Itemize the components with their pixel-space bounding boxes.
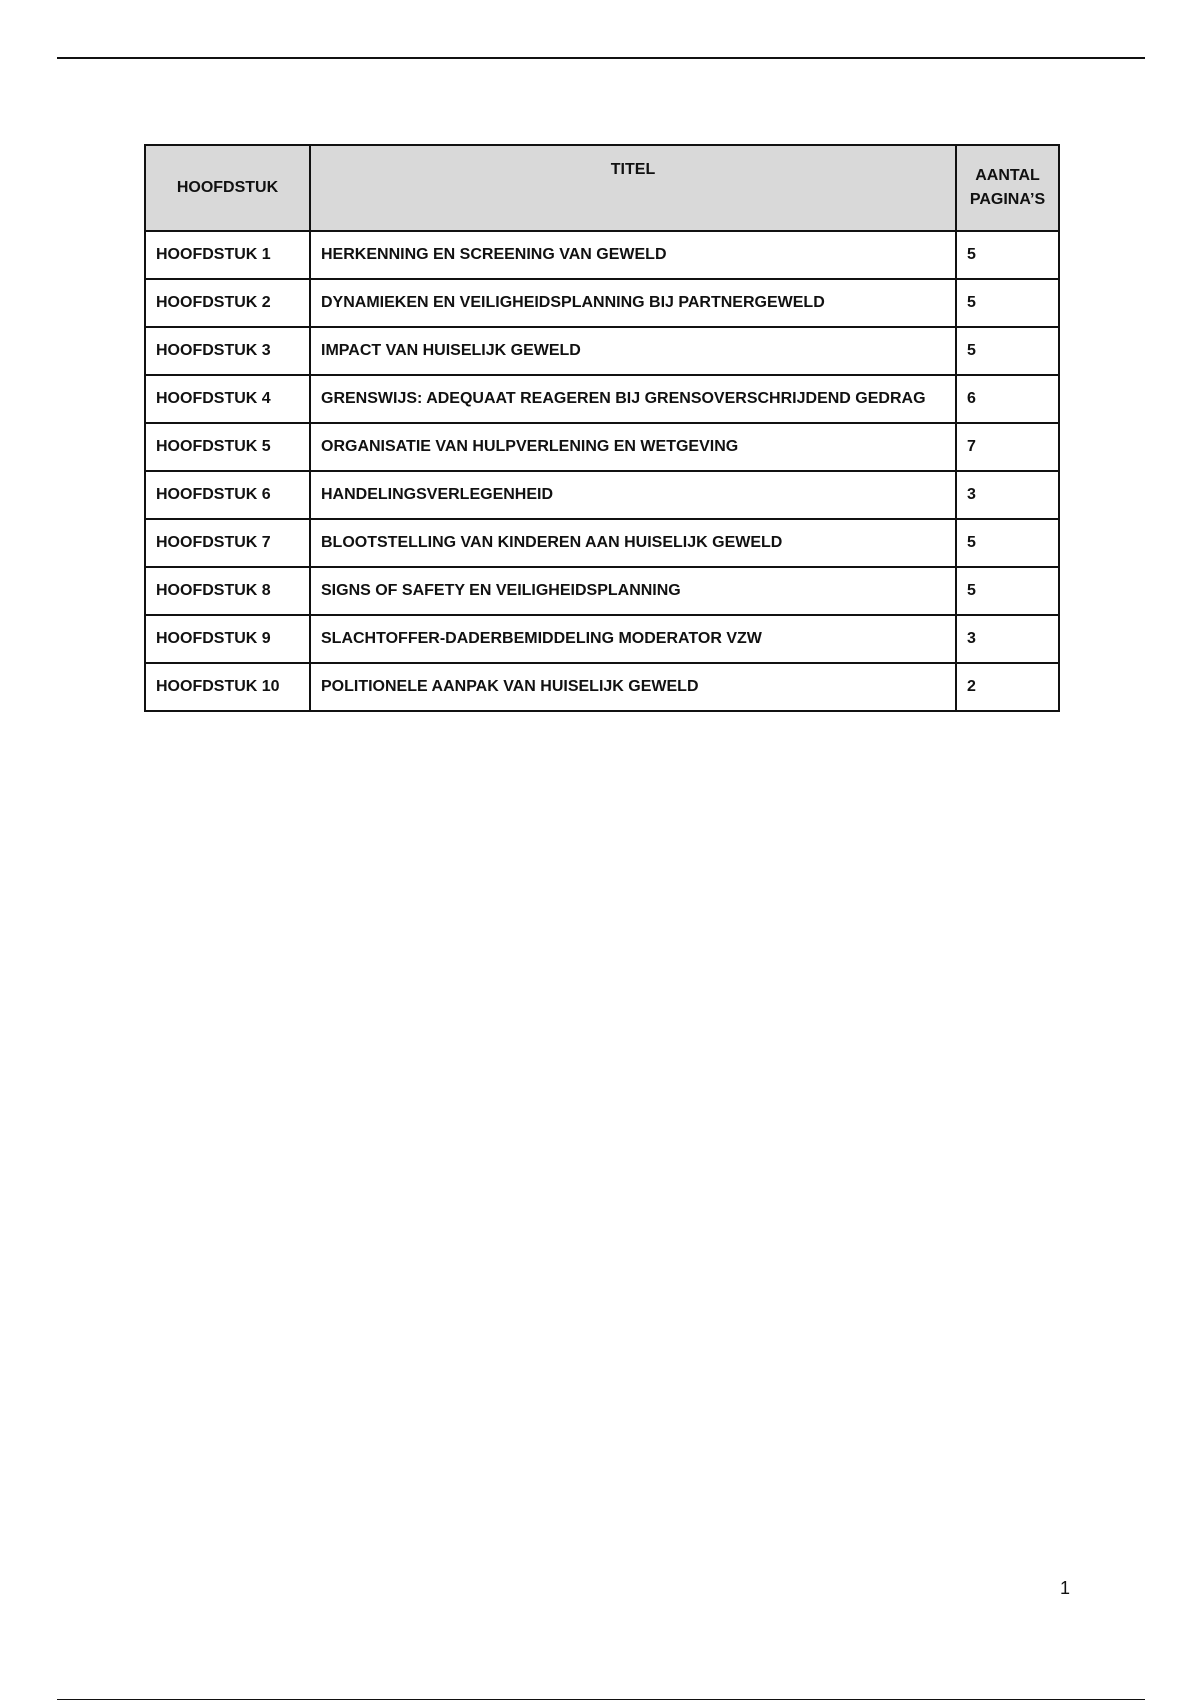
pages-cell: 5 <box>956 279 1059 327</box>
title-cell: SIGNS OF SAFETY EN VEILIGHEIDSPLANNING <box>310 567 956 615</box>
title-cell: DYNAMIEKEN EN VEILIGHEIDSPLANNING BIJ PARTNERGEWELD <box>310 279 956 327</box>
title-cell: BLOOTSTELLING VAN KINDEREN AAN HUISELIJK GEWELD <box>310 519 956 567</box>
chapter-cell: HOOFDSTUK 4 <box>145 375 310 423</box>
chapter-cell: HOOFDSTUK 1 <box>145 231 310 279</box>
chapter-cell: HOOFDSTUK 3 <box>145 327 310 375</box>
chapter-table <box>144 144 1060 712</box>
title-cell: HERKENNING EN SCREENING VAN GEWELD <box>310 231 956 279</box>
header-pages: AANTAL PAGINA’S <box>956 145 1059 231</box>
pages-cell: 5 <box>956 327 1059 375</box>
table-row <box>145 327 1059 375</box>
title-cell: SLACHTOFFER-DADERBEMIDDELING MODERATOR VZW <box>310 615 956 663</box>
header-chapter: HOOFDSTUK <box>145 145 310 231</box>
table-row <box>145 471 1059 519</box>
pages-cell: 3 <box>956 615 1059 663</box>
title-cell: IMPACT VAN HUISELIJK GEWELD <box>310 327 956 375</box>
title-cell: POLITIONELE AANPAK VAN HUISELIJK GEWELD <box>310 663 956 711</box>
table-row <box>145 567 1059 615</box>
table-row <box>145 375 1059 423</box>
pages-cell: 6 <box>956 375 1059 423</box>
chapter-cell: HOOFDSTUK 2 <box>145 279 310 327</box>
table-row <box>145 615 1059 663</box>
chapter-cell: HOOFDSTUK 7 <box>145 519 310 567</box>
pages-cell: 5 <box>956 567 1059 615</box>
pages-cell: 2 <box>956 663 1059 711</box>
table-row <box>145 423 1059 471</box>
chapter-cell: HOOFDSTUK 5 <box>145 423 310 471</box>
table-row <box>145 279 1059 327</box>
chapter-cell: HOOFDSTUK 8 <box>145 567 310 615</box>
chapter-cell: HOOFDSTUK 10 <box>145 663 310 711</box>
title-cell: GRENSWIJS: ADEQUAAT REAGEREN BIJ GRENSOVERSCHRIJDEND GEDRAG <box>310 375 956 423</box>
pages-cell: 5 <box>956 231 1059 279</box>
pages-cell: 7 <box>956 423 1059 471</box>
pages-cell: 3 <box>956 471 1059 519</box>
table-row <box>145 663 1059 711</box>
chapter-cell: HOOFDSTUK 6 <box>145 471 310 519</box>
title-cell: ORGANISATIE VAN HULPVERLENING EN WETGEVING <box>310 423 956 471</box>
header-rule <box>57 57 1145 59</box>
page-number: 1 <box>1059 1578 1070 1598</box>
table-header-row <box>145 145 1059 231</box>
pages-cell: 5 <box>956 519 1059 567</box>
table-row <box>145 231 1059 279</box>
title-cell: HANDELINGSVERLEGENHEID <box>310 471 956 519</box>
table-row <box>145 519 1059 567</box>
header-title: TITEL <box>310 145 956 231</box>
chapter-cell: HOOFDSTUK 9 <box>145 615 310 663</box>
